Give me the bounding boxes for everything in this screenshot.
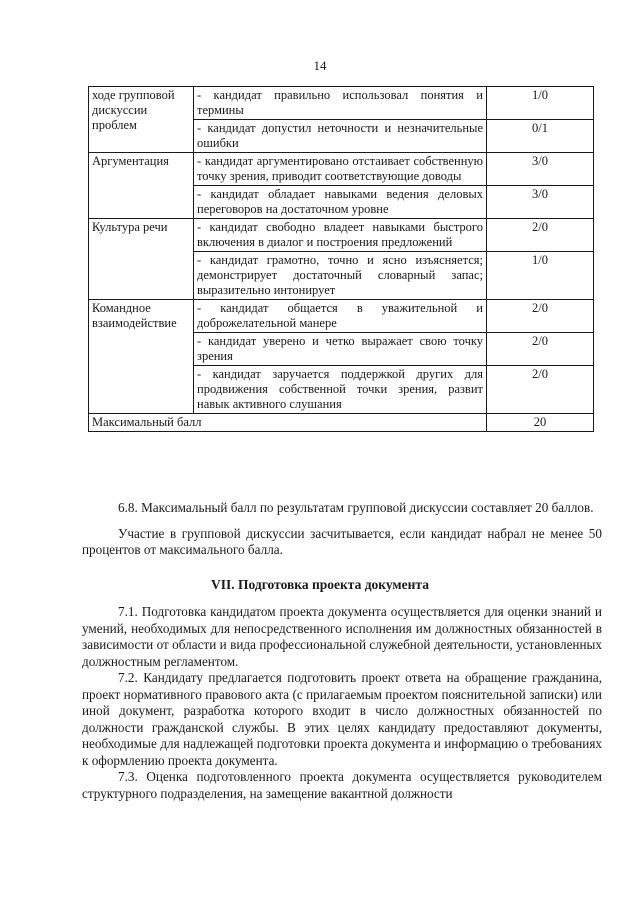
score-cell: 0/1	[487, 120, 594, 153]
score-cell: 3/0	[487, 186, 594, 219]
score-cell: 2/0	[487, 219, 594, 252]
max-score-label: Максимальный балл	[89, 414, 487, 432]
score-cell: 2/0	[487, 333, 594, 366]
page-number: 14	[313, 58, 327, 73]
indicator-cell: - кандидат допустил неточности и незначительные ошибки	[194, 120, 487, 153]
section-title: VII. Подготовка проекта документа	[211, 577, 429, 592]
paragraphs-top	[82, 500, 602, 559]
max-score-value: 20	[487, 414, 594, 432]
indicator-cell: - кандидат аргументировано отстаивает собственную точку зрения, приводит соответствующие доводы	[194, 153, 487, 186]
indicator-cell: - кандидат заручается поддержкой других для продвижения собственной точки зрения, развит навык активного слушания	[194, 366, 487, 414]
table-row	[89, 219, 594, 252]
criterion-cell: ходе групповой дискуссии проблем	[89, 87, 194, 153]
criterion-cell: Командное взаимодействие	[89, 300, 194, 414]
table-row	[89, 87, 594, 120]
indicator-cell: - кандидат правильно использовал понятия и термины	[194, 87, 487, 120]
score-cell: 2/0	[487, 366, 594, 414]
paragraph-7-3: 7.3. Оценка подготовленного проекта документа осуществляется руководителем структурного подразделения, на замещение вакантной должности	[82, 769, 602, 801]
indicator-cell: - кандидат обладает навыками ведения деловых переговоров на достаточном уровне	[194, 186, 487, 219]
paragraph-6-8: 6.8. Максимальный балл по результатам групповой дискуссии составляет 20 баллов.	[118, 500, 594, 515]
indicator-cell: - кандидат общается в уважительной и доброжелательной манере	[194, 300, 487, 333]
paragraph-participation: Участие в групповой дискуссии засчитывается, если кандидат набрал не менее 50 процентов от максимального балла.	[82, 525, 602, 557]
paragraph-7-1: 7.1. Подготовка кандидатом проекта документа осуществляется для оценки знаний и умений, необходимых для непосредственного исполнения им должностных обязанностей в зависимости от области и вида профессиональной служебной деятельности, установленных должностным регламентом.	[82, 604, 602, 669]
table-row	[89, 153, 594, 186]
evaluation-criteria-table	[88, 86, 594, 432]
indicator-cell: - кандидат грамотно, точно и ясно изъясняется; демонстрирует достаточный словарный запас; выразительно интонирует	[194, 252, 487, 300]
score-cell: 1/0	[487, 252, 594, 300]
score-cell: 2/0	[487, 300, 594, 333]
paragraph-7-2: 7.2. Кандидату предлагается подготовить проект ответа на обращение гражданина, проект нормативного правового акта (с прилагаемым проектом пояснительной записки) или иной документ, разработка которого входит в число должностных обязанностей по должности гражданской службы. В этих целях кандидату предоставляют документы, необходимые для надлежащей подготовки проекта документа и информацию о требованиях к оформлению проекта документа.	[82, 670, 602, 768]
table-row-max	[89, 414, 594, 432]
criterion-cell: Аргументация	[89, 153, 194, 219]
score-cell: 3/0	[487, 153, 594, 186]
criterion-cell: Культура речи	[89, 219, 194, 300]
indicator-cell: - кандидат уверено и четко выражает свою точку зрения	[194, 333, 487, 366]
paragraphs-bottom	[82, 604, 602, 802]
score-cell: 1/0	[487, 87, 594, 120]
indicator-cell: - кандидат свободно владеет навыками быстрого включения в диалог и построения предложений	[194, 219, 487, 252]
table-row	[89, 300, 594, 333]
